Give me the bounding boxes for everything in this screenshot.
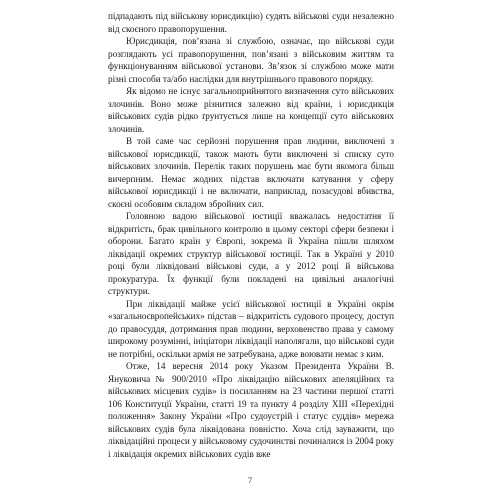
paragraph-presidential-decree: Отже, 14 вересня 2014 року Указом Президента України В. Януковича № 900/2010 «Про ліквідацію військових апеляційних та військових місцевих судів» із посиланням на 23 частини першої статті 106 Конституції України, статті 19 та пункту 4 розділу XIII «Перехідні положення» Закону України «Про судоустрій і статус суддів» мережа військових судів була ліквідована повністю. Хоча слід зауважити, що ліквідаційні процеси у військовому судочинстві починалися із 2004 року і ліквідація окремих військових судів вже <box>108 361 394 459</box>
paragraph-liquidation-grounds: При ліквідації майже усієї військової юстиції в Україні окрім «загальноєвропейських» підстав – відкритість судового процесу, доступ до правосуддя, дотримання прав людини, верховенство права у самому широкому розумінні, ініціатори ліквідації наполягали, що військові суди не потрібні, оскільки армія не затребувана, адже воювати немає з ким. <box>108 298 394 359</box>
paragraph-military-crimes-definition: Як відомо не існує загальноприйнятого визначення суто військових злочинів. Воно може різнитися залежно від країни, і юрисдикція військових судів рідко ґрунтується лише на концепції суто військових злочинів. <box>108 86 394 134</box>
paragraph-human-rights-violations: В той саме час серйозні порушення прав людини, виключені з військової юрисдикції, також мають бути виключені зі списку суто військових злочинів. Перелік таких порушень має бути якомога більш вичерпним. Немає жодних підстав включати катування у сферу військової юрисдикції і не включати, наприклад, позасудові вбивства, скоєні особовим складом збройних сил. <box>108 136 394 209</box>
paragraph-military-justice-shortcomings: Головною вадою військової юстиції вважалась недостатня її відкритість, брак цивільного контролю в цьому секторі сфери безпеки і оборони. Багато країн у Європі, зокрема й Україна пішли шляхом ліквідації окремих структур військової юстиції. Так в Україні у 2010 році були ліквідовані військові суди, а у 2012 році й військова прокуратура. Їх функції були покладені на цивільні аналогічні структури. <box>108 211 394 296</box>
paragraph-continuation: підпадають під військову юрисдикцію) судять військові суди незалежно від скоєного правопорушення. <box>108 11 394 34</box>
body-text <box>108 10 394 460</box>
paragraph-service-jurisdiction: Юрисдикція, пов’язана зі службою, означає, що військові суди розглядають усі правопорушення, пов’язані з військовим життям та функціонуванням військової установи. Зв’язок зі службою може мати різні способи та/або наслідки для внутрішнього правового порядку. <box>108 36 394 84</box>
page-number: 7 <box>247 475 253 485</box>
